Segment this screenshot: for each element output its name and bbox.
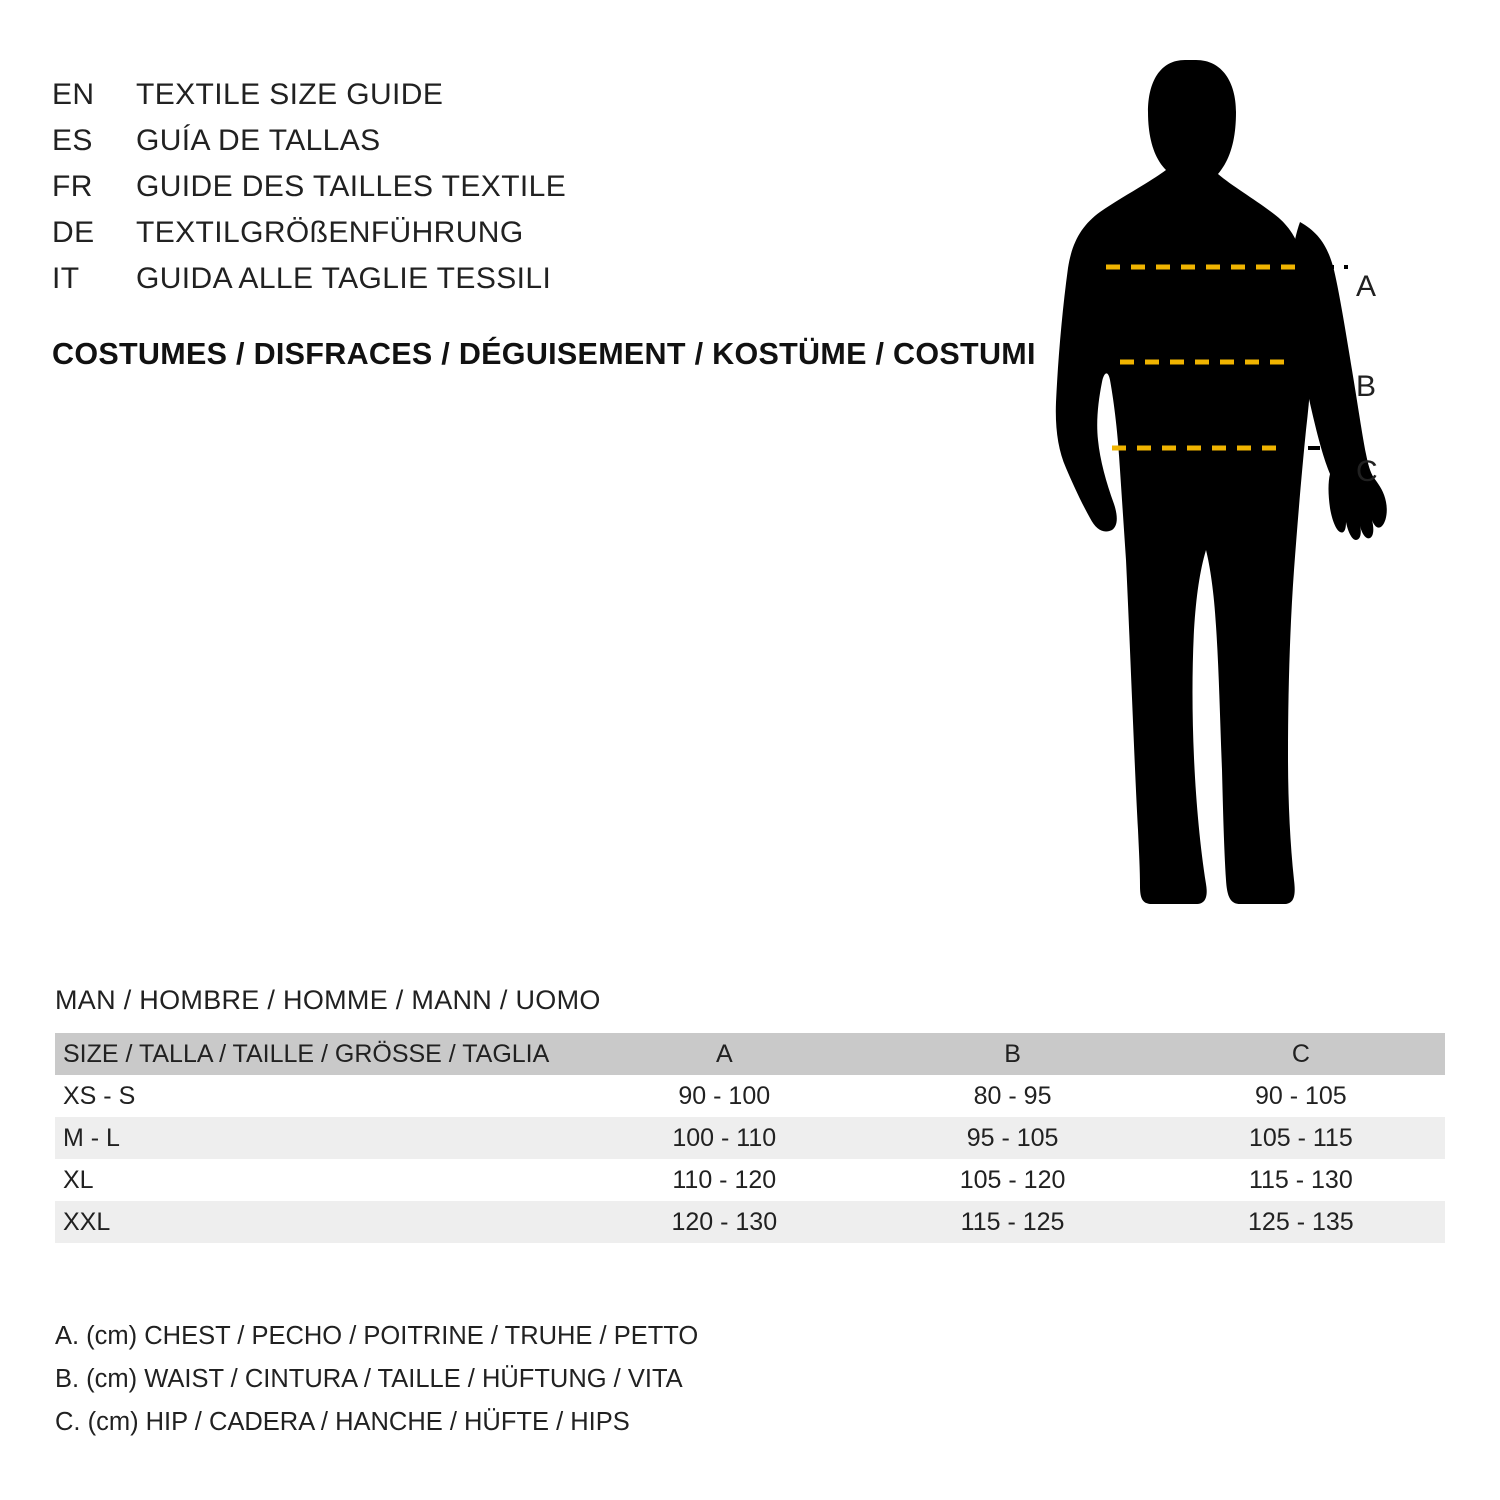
- body-measurement-figure: [1000, 30, 1470, 930]
- measure-label-c: C: [1356, 455, 1378, 488]
- language-text: GUIDE DES TAILLES TEXTILE: [136, 170, 567, 203]
- language-code: EN: [52, 78, 95, 111]
- column-header-a: A: [715, 1039, 733, 1068]
- language-text: GUÍA DE TALLAS: [136, 124, 381, 157]
- legend-line-a: A. (cm) CHEST / PECHO / POITRINE / TRUHE / PETTO: [55, 1322, 699, 1350]
- measurement-legend: [55, 1315, 698, 1444]
- cell-b: 115 - 125: [960, 1207, 1065, 1236]
- language-code: DE: [52, 216, 95, 249]
- cell-c: 90 - 105: [1254, 1081, 1347, 1110]
- language-list: [52, 72, 1002, 302]
- costume-title: COSTUMES / DISFRACES / DÉGUISEMENT / KOSTÜME / COSTUMI: [52, 337, 1036, 371]
- language-text: TEXTILE SIZE GUIDE: [136, 78, 444, 111]
- language-code: IT: [52, 262, 80, 295]
- table-row: [55, 1117, 1445, 1159]
- language-row: [52, 72, 1002, 118]
- cell-size: XS - S: [63, 1081, 136, 1110]
- column-header-c: C: [1291, 1039, 1310, 1068]
- male-silhouette-icon: [1000, 30, 1470, 930]
- measure-label-a: A: [1356, 270, 1377, 303]
- language-row: [52, 164, 1002, 210]
- measure-label-b: B: [1356, 370, 1377, 403]
- table-row: [55, 1201, 1445, 1243]
- language-code: ES: [52, 124, 93, 157]
- language-text: TEXTILGRÖßENFÜHRUNG: [136, 216, 524, 249]
- table-heading: MAN / HOMBRE / HOMME / MANN / UOMO: [55, 985, 601, 1015]
- language-row: [52, 118, 1002, 164]
- cell-b: 80 - 95: [973, 1081, 1052, 1110]
- cell-b: 95 - 105: [966, 1123, 1059, 1152]
- language-row: [52, 256, 1002, 302]
- cell-a: 110 - 120: [672, 1165, 777, 1194]
- cell-b: 105 - 120: [959, 1165, 1066, 1194]
- legend-line-c: C. (cm) HIP / CADERA / HANCHE / HÜFTE / HIPS: [55, 1408, 630, 1436]
- cell-a: 90 - 100: [678, 1081, 771, 1110]
- legend-line-b: B. (cm) WAIST / CINTURA / TAILLE / HÜFTUNG / VITA: [55, 1365, 683, 1393]
- language-code: FR: [52, 170, 93, 203]
- language-row: [52, 210, 1002, 256]
- cell-size: M - L: [63, 1123, 120, 1152]
- language-text: GUIDA ALLE TAGLIE TESSILI: [136, 262, 552, 295]
- cell-a: 100 - 110: [672, 1123, 777, 1152]
- column-header-b: B: [1004, 1039, 1021, 1068]
- size-table: [55, 1033, 1445, 1243]
- cell-size: XL: [63, 1165, 94, 1194]
- column-header-size: SIZE / TALLA / TAILLE / GRÖSSE / TAGLIA: [63, 1039, 550, 1068]
- cell-c: 125 - 135: [1248, 1207, 1354, 1236]
- table-row: [55, 1159, 1445, 1201]
- cell-a: 120 - 130: [671, 1207, 778, 1236]
- cell-size: XXL: [63, 1207, 111, 1236]
- cell-c: 115 - 130: [1248, 1165, 1353, 1194]
- cell-c: 105 - 115: [1248, 1123, 1353, 1152]
- table-row: [55, 1075, 1445, 1117]
- table-header-row: [55, 1033, 1445, 1075]
